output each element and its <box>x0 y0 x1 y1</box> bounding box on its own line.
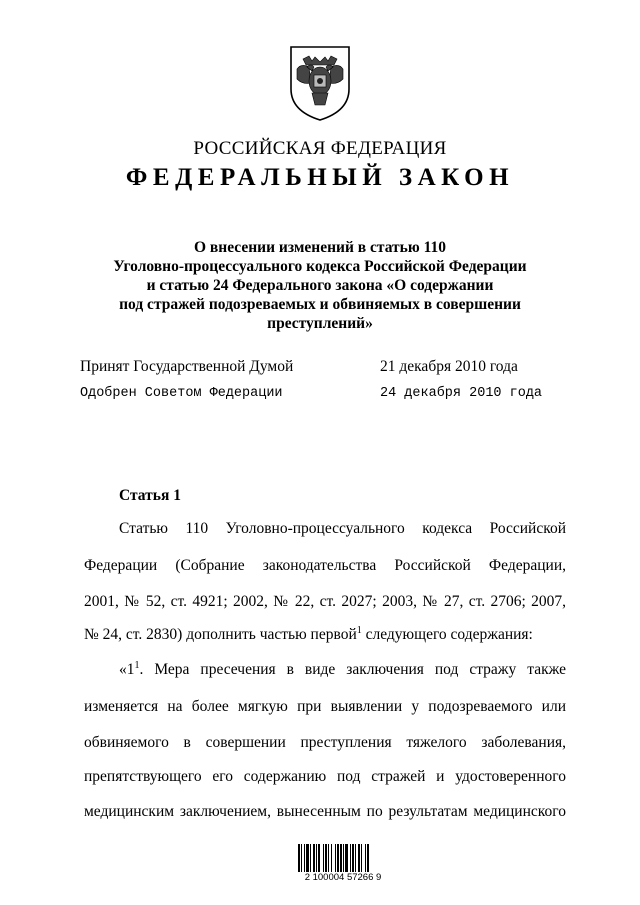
barcode-bar <box>343 844 344 872</box>
barcode-bar <box>345 844 348 872</box>
barcode-bar <box>323 844 324 872</box>
adopted-by-duma-label: Принят Государственной Думой <box>80 358 294 375</box>
barcode-bar <box>352 844 354 872</box>
article-text-line: № 24, ст. 2830) дополнить частью первой$^1$ следующего содержания: <box>84 625 533 643</box>
barcode-bar <box>337 844 339 872</box>
title-line: Уголовно-процессуального кодекса Российской Федерации <box>113 258 527 275</box>
barcode-bar <box>355 844 356 872</box>
barcode-bar <box>306 844 309 872</box>
law-title <box>100 238 540 333</box>
title-line: О внесении изменений в статью 110 <box>194 239 446 256</box>
barcode-bar <box>304 844 305 872</box>
article-heading: Статья 1 <box>119 487 181 504</box>
approved-date: 24 декабря 2010 года <box>380 386 543 401</box>
barcode-bar <box>340 844 342 872</box>
barcode-bar <box>367 844 369 872</box>
barcode-bar <box>313 844 315 872</box>
barcode-bar <box>335 844 336 872</box>
barcode-bar <box>350 844 351 872</box>
barcode-number: 2 100004 57266 9 <box>304 872 382 883</box>
barcode-bar <box>358 844 360 872</box>
article-text-line: медицинским заключением, вынесенным по результатам медицинского <box>84 803 566 820</box>
coat-of-arms-emblem <box>287 43 353 123</box>
article-text-line: Федерации (Собрание законодательства Российской Федерации, <box>84 557 566 574</box>
barcode-bar <box>365 844 366 872</box>
title-line: под стражей подозреваемых и обвиняемых в совершении <box>119 296 521 313</box>
country-heading: РОССИЙСКАЯ ФЕДЕРАЦИЯ <box>193 138 447 159</box>
barcode-bar <box>298 844 300 872</box>
article-text-line: Статью 110 Уголовно-процессуального кодекса Российской <box>119 520 566 537</box>
article-text-line: препятствующего его содержанию под стражей и удостоверенного <box>84 768 566 785</box>
title-line: и статью 24 Федерального закона «О содержании <box>146 277 494 294</box>
approved-by-council-label: Одобрен Советом Федерации <box>80 386 283 401</box>
barcode-bar <box>318 844 320 872</box>
document-type-heading: ФЕДЕРАЛЬНЫЙ ЗАКОН <box>125 164 515 191</box>
barcode-bar <box>361 844 362 872</box>
article-text-line: 2001, № 52, ст. 4921; 2002, № 22, ст. 2027; 2003, № 27, ст. 2706; 2007, <box>84 593 566 610</box>
barcode-bar <box>316 844 317 872</box>
barcode-bar <box>325 844 327 872</box>
barcode-bar <box>328 844 329 872</box>
barcode-bar <box>301 844 302 872</box>
article-text-line: изменяется на более мягкую при выявлении у подозреваемого или <box>84 698 566 715</box>
barcode <box>297 844 387 874</box>
barcode-bar <box>331 844 332 872</box>
superscript-mark: 1 <box>356 625 362 636</box>
article-text-line: «$1^1$. Мера пресечения в виде заключения под стражу также <box>119 660 566 678</box>
adopted-date: 21 декабря 2010 года <box>380 358 518 375</box>
superscript-mark: 1 <box>134 660 140 671</box>
barcode-bar <box>310 844 311 872</box>
article-text-line: обвиняемого в совершении преступления тяжелого заболевания, <box>84 734 566 751</box>
title-line: преступлений» <box>267 315 373 332</box>
